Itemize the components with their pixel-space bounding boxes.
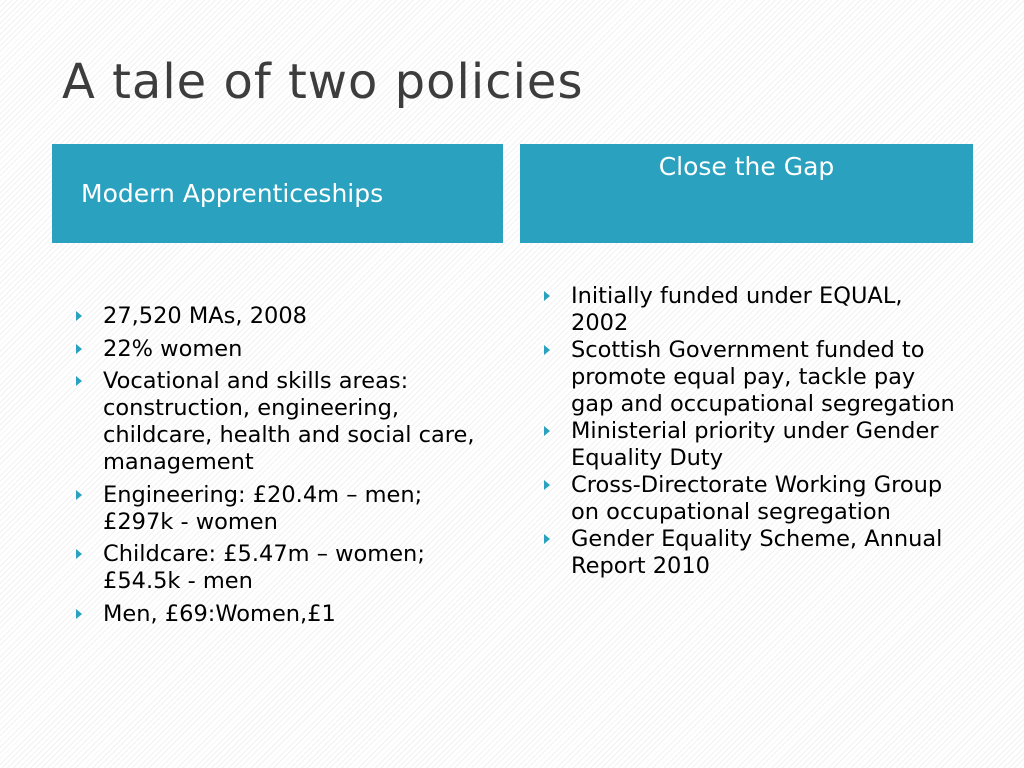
bullet-text: 27,520 MAs, 2008 [103,303,307,329]
triangle-bullet-icon [76,609,82,619]
bullet-item [544,337,964,418]
triangle-bullet-icon [544,291,550,301]
close-the-gap-header-label: Close the Gap [658,152,835,181]
bullet-text: Gender Equality Scheme, Annual Report 2010 [571,526,943,579]
bullet-item [76,303,496,330]
bullet-item [76,336,496,363]
close-the-gap-bullet-list [544,283,964,580]
bullet-text: Childcare: £5.47m – women; £54.5k - men [103,541,425,594]
triangle-bullet-icon [544,534,550,544]
triangle-bullet-icon [76,549,82,559]
bullet-item [76,541,496,595]
triangle-bullet-icon [76,490,82,500]
bullet-text: 22% women [103,335,243,362]
bullet-item [76,368,496,476]
bullet-item [544,283,964,337]
triangle-bullet-icon [544,345,550,355]
bullet-text: Ministerial priority under Gender Equality Duty [571,418,939,471]
triangle-bullet-icon [76,311,82,321]
modern-apprenticeships-header-label: Modern Apprenticeships [81,179,384,208]
modern-apprenticeships-bullet-list [76,303,496,633]
bullet-item [544,472,964,526]
triangle-bullet-icon [544,426,550,436]
triangle-bullet-icon [544,480,550,490]
bullet-item [544,418,964,472]
triangle-bullet-icon [76,376,82,386]
bullet-text: Engineering: £20.4m – men; £297k - women [103,481,423,535]
bullet-text: Cross-Directorate Working Group on occupational segregation [571,472,943,525]
bullet-item [76,482,496,536]
bullet-text: Scottish Government funded to promote equal pay, tackle pay gap and occupational segregation [571,337,955,417]
bullet-item [544,526,964,580]
bullet-item [76,601,496,628]
close-the-gap-header [520,144,973,243]
triangle-bullet-icon [76,344,82,354]
bullet-text: Initially funded under EQUAL, 2002 [571,283,903,336]
modern-apprenticeships-header [52,144,503,243]
bullet-text: Men, £69:Women,£1 [103,600,336,627]
bullet-text: Vocational and skills areas: construction, engineering, childcare, health and social care, management [103,368,475,475]
slide-title: A tale of two policies [62,54,584,110]
